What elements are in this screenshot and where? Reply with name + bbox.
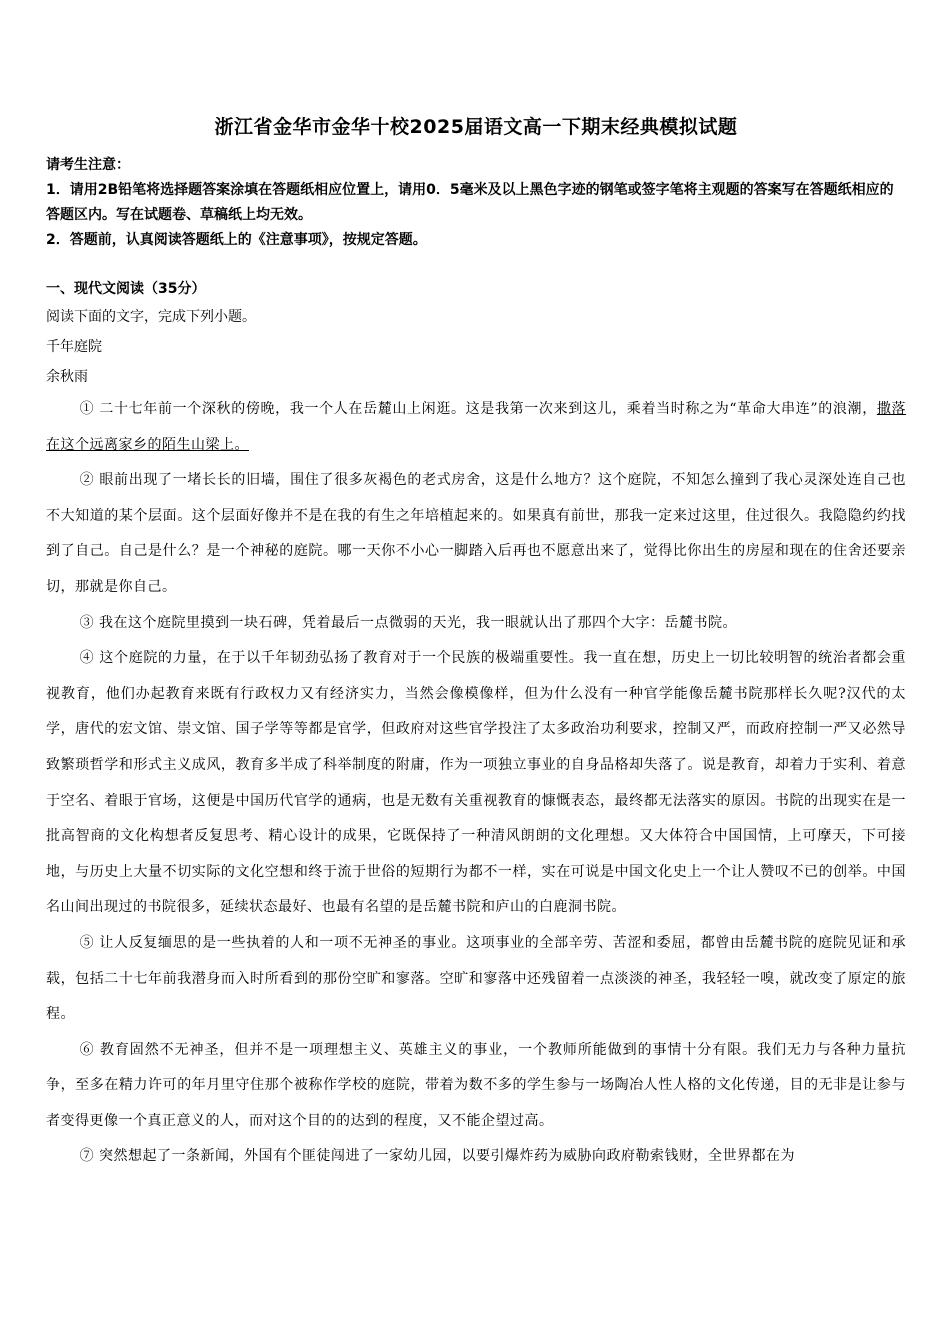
- notice-item-1: 1．请用2B铅笔将选择题答案涂填在答题纸相应位置上，请用0．5毫米及以上黑色字迹的钢笔或签字笔将主观题的答案写在答题纸相应的答题区内。写在试题卷、草稿纸上均无效。: [46, 182, 894, 223]
- exam-title: 浙江省金华市金华十校2025届语文高一下期末经典模拟试题: [214, 116, 738, 138]
- paragraph-5: ⑤ 让人反复缅思的是一些执着的人和一项不无神圣的事业。这项事业的全部辛劳、苦涩和委屈，都曾由岳麓书院的庭院见证和承载，包括二十七年前我潜身而入时所看到的那份空旷和寥落。空旷和寥落中还残留着一点淡淡的神圣，我轻轻一嗅，就改变了原定的旅程。: [46, 934, 906, 1023]
- paragraph-2: ② 眼前出现了一堵长长的旧墙，围住了很多灰褐色的老式房舍，这是什么地方？这个庭院，不知怎么撞到了我心灵深处连自己也不大知道的某个层面。这个层面好像并不是在我的有生之年培植起来的。如果真有前世，那我一定来过这里，住过很久。我隐隐约约找到了自己。自己是什么？是一个神秘的庭院。哪一天你不小心一脚踏入后再也不愿意出来了，觉得比你出生的房屋和现在的住舍还要亲切，那就是你自己。: [46, 472, 906, 595]
- reading-instruction: 阅读下面的文字，完成下列小题。: [46, 309, 256, 325]
- article-body: [46, 392, 906, 1175]
- paragraph-7: ⑦ 突然想起了一条新闻，外国有个匪徒闯进了一家幼儿园，以要引爆炸药为威胁向政府勒索钱财，全世界都在为: [79, 1148, 796, 1165]
- article-title: 千年庭院: [46, 339, 102, 355]
- underlined-sentence: 撒落在这个远离家乡的陌生山梁上。: [46, 401, 906, 453]
- candidate-notice: [46, 153, 906, 253]
- section-heading: 一、现代文阅读（35分）: [46, 281, 206, 297]
- notice-heading: 请考生注意：: [46, 157, 130, 173]
- paragraph-1-text: ① 二十七年前一个深秋的傍晚，我一个人在岳麓山上闲逛。这是我第一次来到这儿，乘着当时称之为“革命大串连”的浪潮，: [79, 401, 877, 417]
- notice-item-2: 2．答题前，认真阅读答题纸上的《注意事项》，按规定答题。: [46, 232, 427, 248]
- paragraph-4: ④ 这个庭院的力量，在于以千年韧劲弘扬了教育对于一个民族的极端重要性。我一直在想，历史上一切比较明智的统治者都会重视教育，他们办起教育来既有行政权力又有经济实力，当然会像模像样，但为什么没有一种官学能像岳麓书院那样长久呢?汉代的太学，唐代的宏文馆、崇文馆、国子学等等都是官学，但政府对这些官学投注了太多政治功利要求，控制又严，而政府控制一严又必然导致繁琐哲学和形式主义成风，教育多半成了科举制度的附庸，作为一项独立事业的自身品格却失落了。说是教育，却着力于实利、着意于空名、着眼于官场，这便是中国历代官学的通病，也是无数有关重视教育的慷慨表态，最终都无法落实的原因。书院的出现实在是一批高智商的文化构想者反复思考、精心设计的成果，它既保持了一种清风朗朗的文化理想。又大体符合中国国情，上可摩天，下可接地，与历史上大量不切实际的文化空想和终于流于世俗的短期行为都不一样，实在可说是中国文化史上一个让人赞叹不已的创举。中国名山间出现过的书院很多，延续状态最好、也最有名望的是岳麓书院和庐山的白鹿洞书院。: [46, 650, 906, 916]
- article-author: 余秋雨: [46, 369, 88, 385]
- paragraph-6: ⑥ 教育固然不无神圣，但并不是一项理想主义、英雄主义的事业，一个教师所能做到的事情十分有限。我们无力与各种力量抗争，至多在精力许可的年月里守住那个被称作学校的庭院，带着为数不多的学生参与一场陶冶人性人格的文化传递，目的无非是让参与者变得更像一个真正意义的人，而对这个目的的达到的程度，又不能企望过高。: [46, 1041, 906, 1129]
- paragraph-3: ③ 我在这个庭院里摸到一块石碑，凭着最后一点微弱的天光，我一眼就认出了那四个大字：岳麓书院。: [79, 614, 738, 631]
- paragraph-1: [46, 392, 906, 463]
